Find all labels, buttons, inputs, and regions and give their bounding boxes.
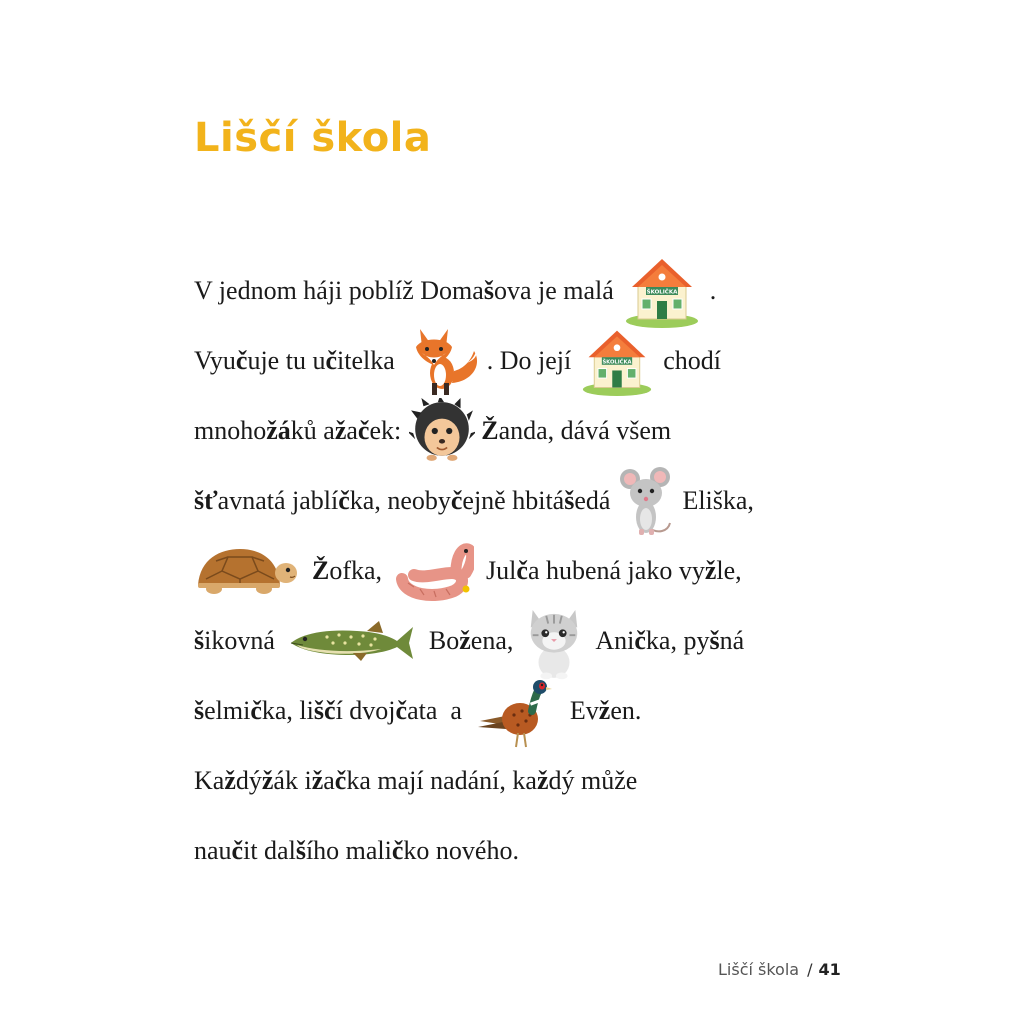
- story-line: [194, 746, 914, 816]
- story-text-segment: ek:: [369, 416, 402, 445]
- story-text-bold: š: [564, 486, 575, 515]
- story-text-segment: chodí: [663, 346, 722, 375]
- story-text-bold: š: [194, 696, 205, 725]
- story-line: [194, 466, 914, 536]
- story-text-bold: č: [357, 416, 370, 445]
- story-text-segment: Vyu: [194, 346, 236, 375]
- story-text-segment: ná: [719, 626, 745, 655]
- story-text-bold: ž: [536, 766, 549, 795]
- worm-picture: [394, 539, 474, 603]
- story-text-segment: ejně hbitá: [462, 486, 565, 515]
- story-text-segment: . Do její: [486, 346, 572, 375]
- story-text-segment: ka, py: [645, 626, 710, 655]
- story-text-bold: č: [235, 346, 248, 375]
- turtle-picture: [194, 543, 298, 599]
- story-text-segment: edá: [574, 486, 611, 515]
- cat-picture: [523, 602, 585, 680]
- story-line: [194, 256, 914, 326]
- story-line: [194, 396, 914, 466]
- story-line: [194, 326, 914, 396]
- story-text-bold: ž: [261, 766, 274, 795]
- story-text-segment: ko nového.: [403, 836, 519, 865]
- story-text-segment: dý může: [548, 766, 638, 795]
- mouse-picture: [618, 465, 674, 537]
- pike-fish-picture: [287, 619, 417, 663]
- story-text-segment: Ev: [569, 696, 599, 725]
- story-text-segment: ova je malá: [493, 276, 614, 305]
- story-text-segment: avnatá jablí: [217, 486, 339, 515]
- story-text-segment: Ani: [595, 626, 635, 655]
- story-text-segment: Eliška,: [682, 486, 754, 515]
- story-text-bold: ž: [459, 626, 471, 655]
- story-text-segment: it dal: [243, 836, 296, 865]
- story-text-segment: a: [323, 766, 335, 795]
- story-line: [194, 676, 914, 746]
- story-text-bold: č: [634, 626, 646, 655]
- story-text-segment: Bo: [428, 626, 460, 655]
- story-text-segment: uje tu u: [247, 346, 326, 375]
- story-text-bold: č: [334, 766, 347, 795]
- story-text-bold: Ž: [481, 416, 499, 445]
- story-text-segment: ofka,: [329, 556, 383, 585]
- story-text-segment: V jednom háji poblíž Doma: [194, 276, 484, 305]
- hedgehog-picture: [409, 398, 475, 464]
- story-text-bold: š: [194, 626, 205, 655]
- pheasant-picture: [476, 671, 556, 751]
- story-text-segment: le,: [716, 556, 742, 585]
- story-text-segment: en.: [610, 696, 642, 725]
- story-text-segment: ák i: [273, 766, 312, 795]
- story-text-bold: Ž: [312, 556, 330, 585]
- page-number: 41: [818, 960, 841, 979]
- story-text-bold: č: [516, 556, 528, 585]
- story-text-bold: ž: [224, 766, 236, 795]
- story-text-bold: žá: [266, 416, 291, 445]
- story-text-segment: ikovná: [204, 626, 275, 655]
- story-text-segment: mnoho: [194, 416, 267, 445]
- story-text-bold: č: [395, 696, 408, 725]
- story-text-bold: č: [231, 836, 244, 865]
- footer-section-title: Liščí škola: [718, 960, 800, 979]
- page-footer: [718, 960, 841, 979]
- story-text-segment: ků a: [290, 416, 335, 445]
- story-text-segment: a hubená jako vy: [527, 556, 705, 585]
- story-text-segment: itelka: [337, 346, 395, 375]
- story-text-bold: č: [450, 486, 463, 515]
- story-line: [194, 606, 914, 676]
- school-house-picture: [581, 325, 653, 397]
- story-text-segment: a: [346, 416, 358, 445]
- story-text-segment: ata a: [407, 696, 462, 725]
- story-text-bold: šť: [194, 486, 218, 515]
- story-text-segment: ka, neoby: [349, 486, 451, 515]
- story-text-bold: č: [250, 696, 262, 725]
- story-text-segment: nau: [194, 836, 232, 865]
- story-text-bold: ž: [704, 556, 717, 585]
- story-text: [194, 256, 914, 886]
- story-text-bold: č: [338, 486, 350, 515]
- story-text-bold: č: [325, 346, 337, 375]
- story-text-segment: .: [709, 276, 717, 305]
- story-text-segment: ka mají nadání, ka: [346, 766, 537, 795]
- story-text-segment: ka, li: [261, 696, 314, 725]
- story-text-segment: elmi: [204, 696, 251, 725]
- story-line: [194, 536, 914, 606]
- story-text-bold: ž: [311, 766, 324, 795]
- page-title: Liščí škola: [194, 115, 432, 161]
- story-text-segment: í dvoj: [335, 696, 396, 725]
- story-text-bold: šč: [313, 696, 336, 725]
- footer-separator: /: [807, 960, 813, 979]
- fox-picture: [403, 323, 485, 399]
- story-text-bold: ž: [598, 696, 611, 725]
- story-text-segment: Jul: [486, 556, 517, 585]
- story-text-segment: Ka: [194, 766, 225, 795]
- story-text-bold: š: [295, 836, 306, 865]
- school-house-picture: [624, 253, 700, 329]
- story-text-segment: ena,: [470, 626, 514, 655]
- story-text-segment: ího mali: [305, 836, 392, 865]
- story-text-bold: ž: [334, 416, 347, 445]
- story-text-bold: š: [709, 626, 720, 655]
- story-text-bold: š: [483, 276, 494, 305]
- story-text-bold: č: [391, 836, 404, 865]
- story-text-segment: dý: [235, 766, 262, 795]
- story-text-segment: anda, dává všem: [498, 416, 672, 445]
- story-line: [194, 816, 914, 886]
